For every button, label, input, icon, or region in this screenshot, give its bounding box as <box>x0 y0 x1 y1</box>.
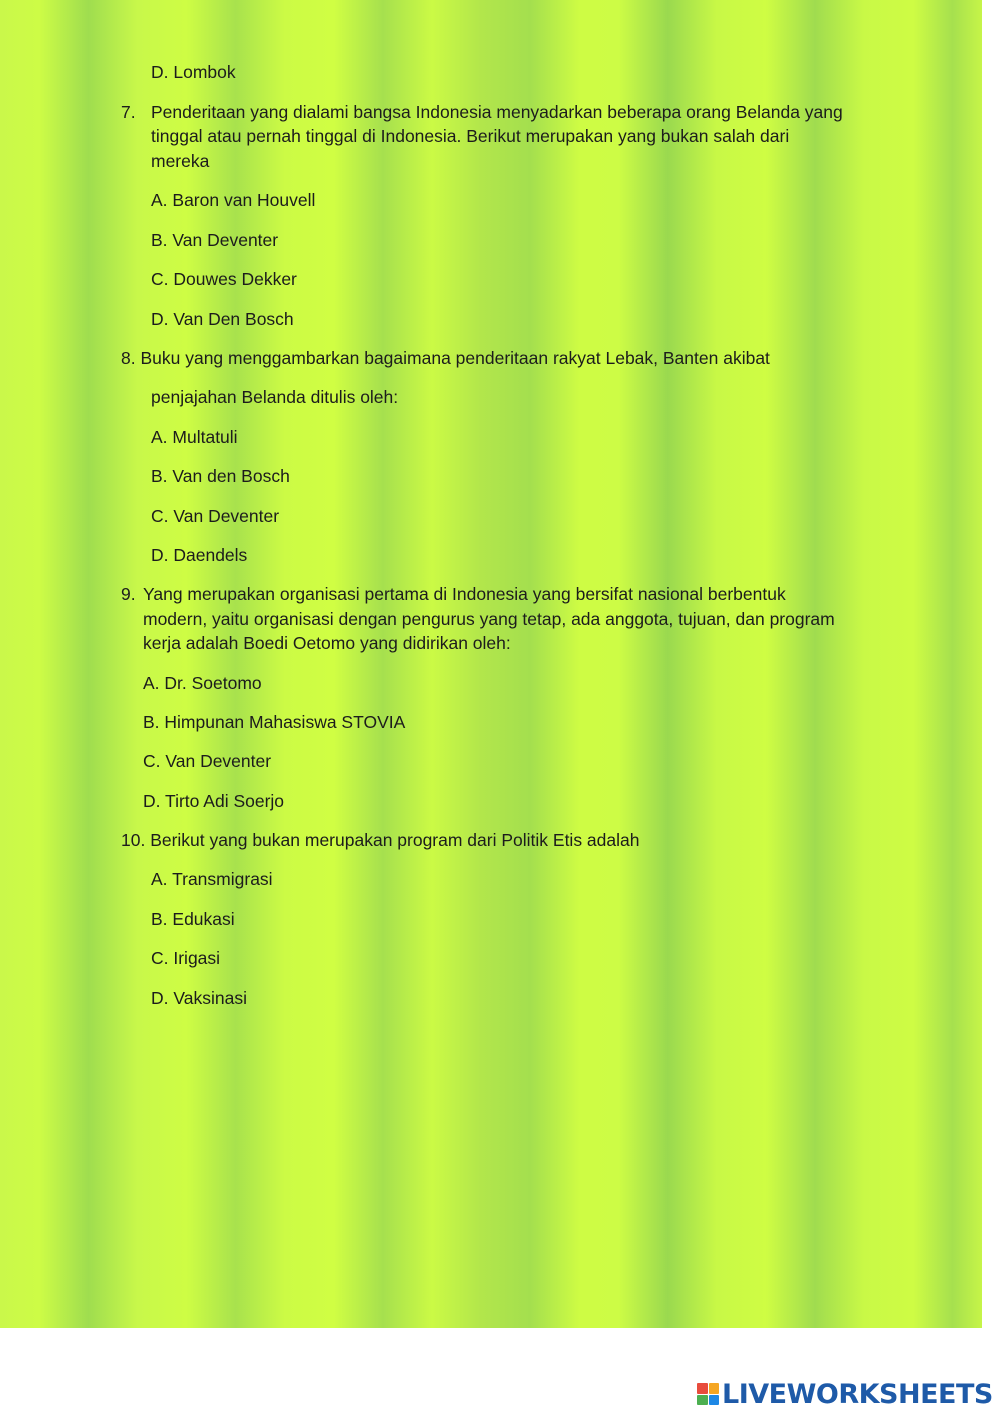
liveworksheets-logo-icon <box>697 1383 719 1405</box>
q7-text-line1: Penderitaan yang dialami bangsa Indonesia menyadarkan beberapa orang Belanda yang <box>151 102 843 122</box>
q7-option-d: D. Van Den Bosch <box>151 309 294 329</box>
q9-option-a: A. Dr. Soetomo <box>143 673 262 693</box>
q10-text-line1: 10. Berikut yang bukan merupakan program dari Politik Etis adalah <box>121 830 640 850</box>
logo-text: LIVEWORKSHEETS <box>722 1378 993 1410</box>
q8-text-line1: 8. Buku yang menggambarkan bagaimana penderitaan rakyat Lebak, Banten akibat <box>121 348 770 368</box>
q9-number: 9. <box>121 584 136 604</box>
q7-text-line2: tinggal atau pernah tinggal di Indonesia. Berikut merupakan yang bukan salah dari <box>151 126 790 146</box>
q7-option-b: B. Van Deventer <box>151 230 279 250</box>
q8-text-line2: penjajahan Belanda ditulis oleh: <box>151 387 399 407</box>
q7-number: 7. <box>121 102 136 122</box>
q8-option-a: A. Multatuli <box>151 427 238 447</box>
logo-square-green <box>697 1395 708 1406</box>
q10-option-c: C. Irigasi <box>151 948 221 968</box>
q9-text-line1: Yang merupakan organisasi pertama di Indonesia yang bersifat nasional berbentuk <box>143 584 786 604</box>
logo-square-blue <box>709 1395 720 1406</box>
q10-option-a: A. Transmigrasi <box>151 869 273 889</box>
q6-option-d: D. Lombok <box>151 62 236 82</box>
q10-option-b: B. Edukasi <box>151 909 235 929</box>
logo-square-red <box>697 1383 708 1394</box>
q8-option-b: B. Van den Bosch <box>151 466 290 486</box>
q9-option-d: D. Tirto Adi Soerjo <box>143 791 285 811</box>
logo-square-orange <box>709 1383 720 1394</box>
q8-option-d: D. Daendels <box>151 545 248 565</box>
q9-option-c: C. Van Deventer <box>143 751 272 771</box>
q7-option-a: A. Baron van Houvell <box>151 190 316 210</box>
q9-text-line2: modern, yaitu organisasi dengan pengurus yang tetap, ada anggota, tujuan, dan program <box>143 609 835 629</box>
q9-option-b: B. Himpunan Mahasiswa STOVIA <box>143 712 406 732</box>
q9-text-line3: kerja adalah Boedi Oetomo yang didirikan oleh: <box>143 633 511 653</box>
q7-text-line3: mereka <box>151 151 210 171</box>
q7-option-c: C. Douwes Dekker <box>151 269 297 289</box>
q8-option-c: C. Van Deventer <box>151 506 280 526</box>
liveworksheets-logo <box>697 1379 993 1409</box>
q10-option-d: D. Vaksinasi <box>151 988 247 1008</box>
